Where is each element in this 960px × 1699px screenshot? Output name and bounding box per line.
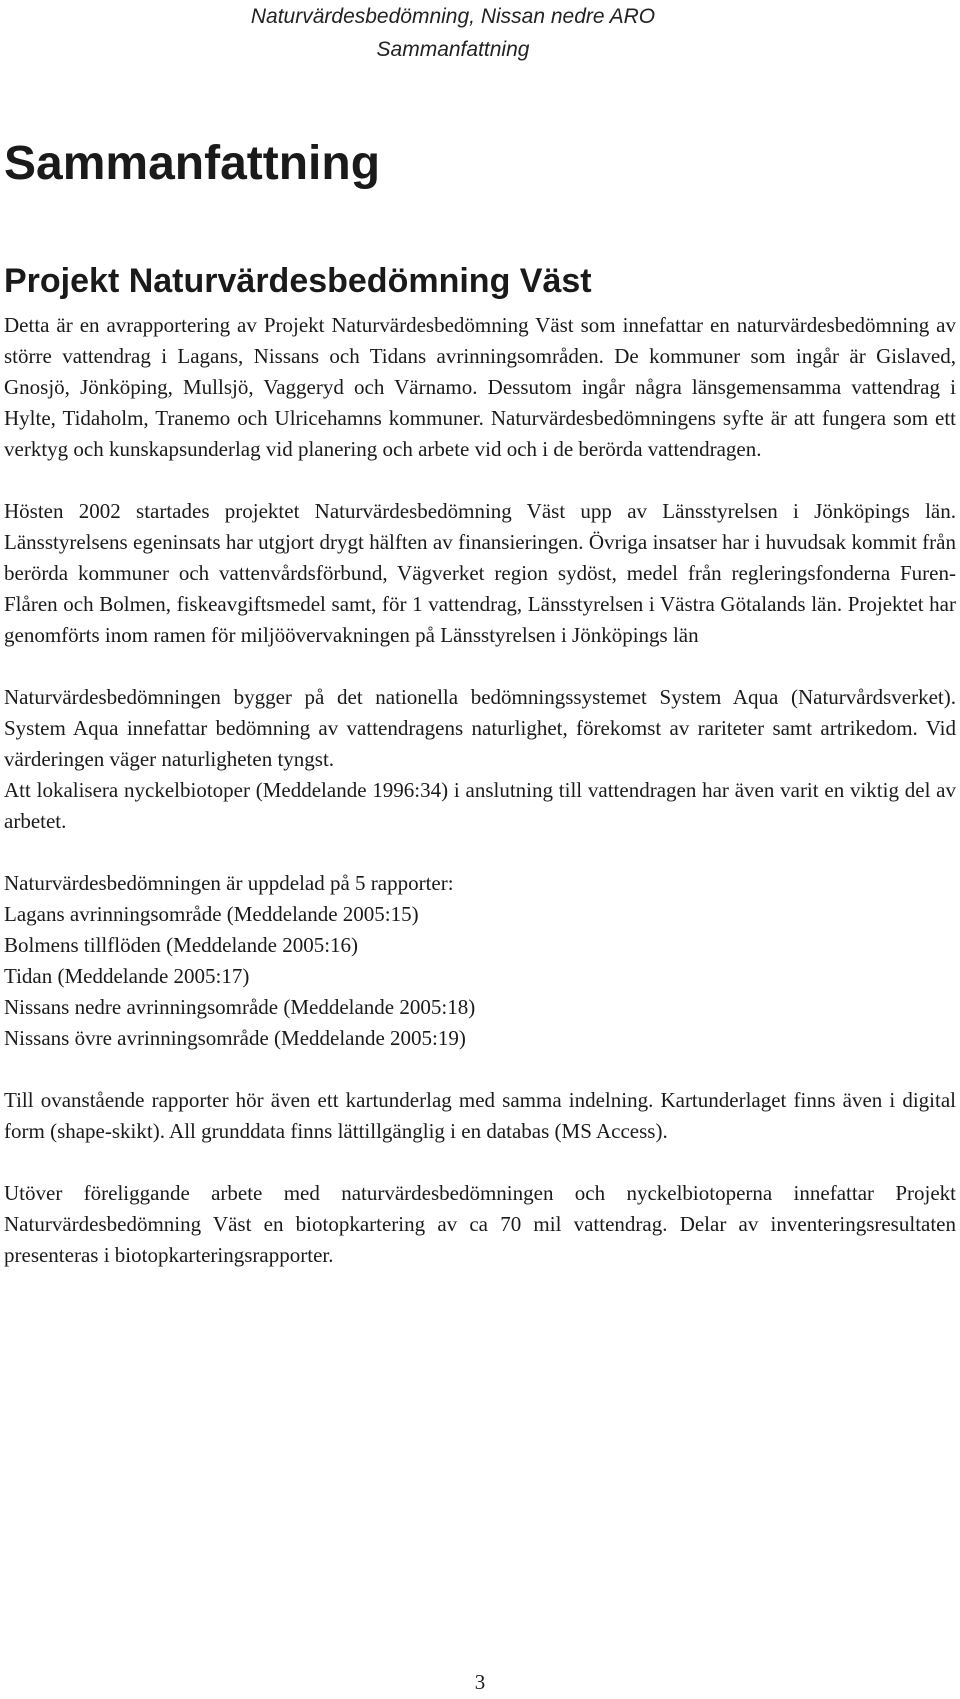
page-number: 3 <box>474 1670 486 1694</box>
list-item: Tidan (Meddelande 2005:17) <box>4 964 250 988</box>
running-header-line2: Sammanfattning <box>376 38 530 61</box>
paragraph-kartunderlag: Till ovanstående rapporter hör även ett kartunderlag med samma indelning. Kartunderlaget finns även i digital form (shape-skikt). All grunddata finns lättillgänglig i en databas (MS Access). <box>4 1088 956 1143</box>
list-item: Nissans övre avrinningsområde (Meddelande 2005:19) <box>4 1026 466 1050</box>
running-header-line1: Naturvärdesbedömning, Nissan nedre ARO <box>250 5 656 28</box>
reports-intro: Naturvärdesbedömningen är uppdelad på 5 rapporter: <box>4 871 454 895</box>
paragraph-history: Hösten 2002 startades projektet Naturvärdesbedömning Väst upp av Länsstyrelsen i Jönköpings län. Länsstyrelsens egeninsats har utgjort drygt hälften av finansieringen. Övriga insatser har i huvudsak kommit från berörda kommuner och vattenvårdsförbund, Vägverket region sydöst, medel från regleringsfonderna Furen-Flåren och Bolmen, fiskeavgiftsmedel samt, för 1 vattendrag, Länsstyrelsen i Västra Götalands län. Projektet har genomförts inom ramen för miljöövervakningen på Länsstyrelsen i Jönköpings län <box>4 499 956 647</box>
list-item: Lagans avrinningsområde (Meddelande 2005:15) <box>4 902 419 926</box>
list-item: Bolmens tillflöden (Meddelande 2005:16) <box>4 933 359 957</box>
running-header <box>0 0 906 66</box>
list-item: Nissans nedre avrinningsområde (Meddelande 2005:18) <box>4 995 476 1019</box>
body-text <box>4 310 956 1271</box>
section-title: Projekt Naturvärdesbedömning Väst <box>4 262 592 300</box>
paragraph-intro: Detta är en avrapportering av Projekt Naturvärdesbedömning Väst som innefattar en naturvärdesbedömning av större vattendrag i Lagans, Nissans och Tidans avrinningsområden. De kommuner som ingår är Gislaved, Gnosjö, Jönköping, Mullsjö, Vaggeryd och Värnamo. Dessutom ingår några länsgemensamma vattendrag i Hylte, Tidaholm, Tranemo och Ulricehamns kommuner. Naturvärdesbedömningens syfte är att fungera som ett verktyg och kunskapsunderlag vid planering och arbete vid och i de berörda vattendragen. <box>4 313 956 461</box>
paragraph-nyckelbiotoper: Att lokalisera nyckelbiotoper (Meddelande 1996:34) i anslutning till vattendragen har även varit en viktig del av arbetet. <box>4 778 956 833</box>
paragraph-biotopkartering: Utöver föreliggande arbete med naturvärdesbedömningen och nyckelbiotoperna innefattar Projekt Naturvärdesbedömning Väst en biotopkartering av ca 70 mil vattendrag. Delar av inventeringsresultaten presenteras i biotopkarteringsrapporter. <box>4 1181 956 1267</box>
paragraph-system-aqua: Naturvärdesbedömningen bygger på det nationella bedömningssystemet System Aqua (Naturvårdsverket). System Aqua innefattar bedömning av vattendragens naturlighet, förekomst av rariteter samt artrikedom. Vid värderingen väger naturligheten tyngst. <box>4 685 956 771</box>
page-title: Sammanfattning <box>4 137 381 190</box>
reports-list <box>4 868 956 1054</box>
